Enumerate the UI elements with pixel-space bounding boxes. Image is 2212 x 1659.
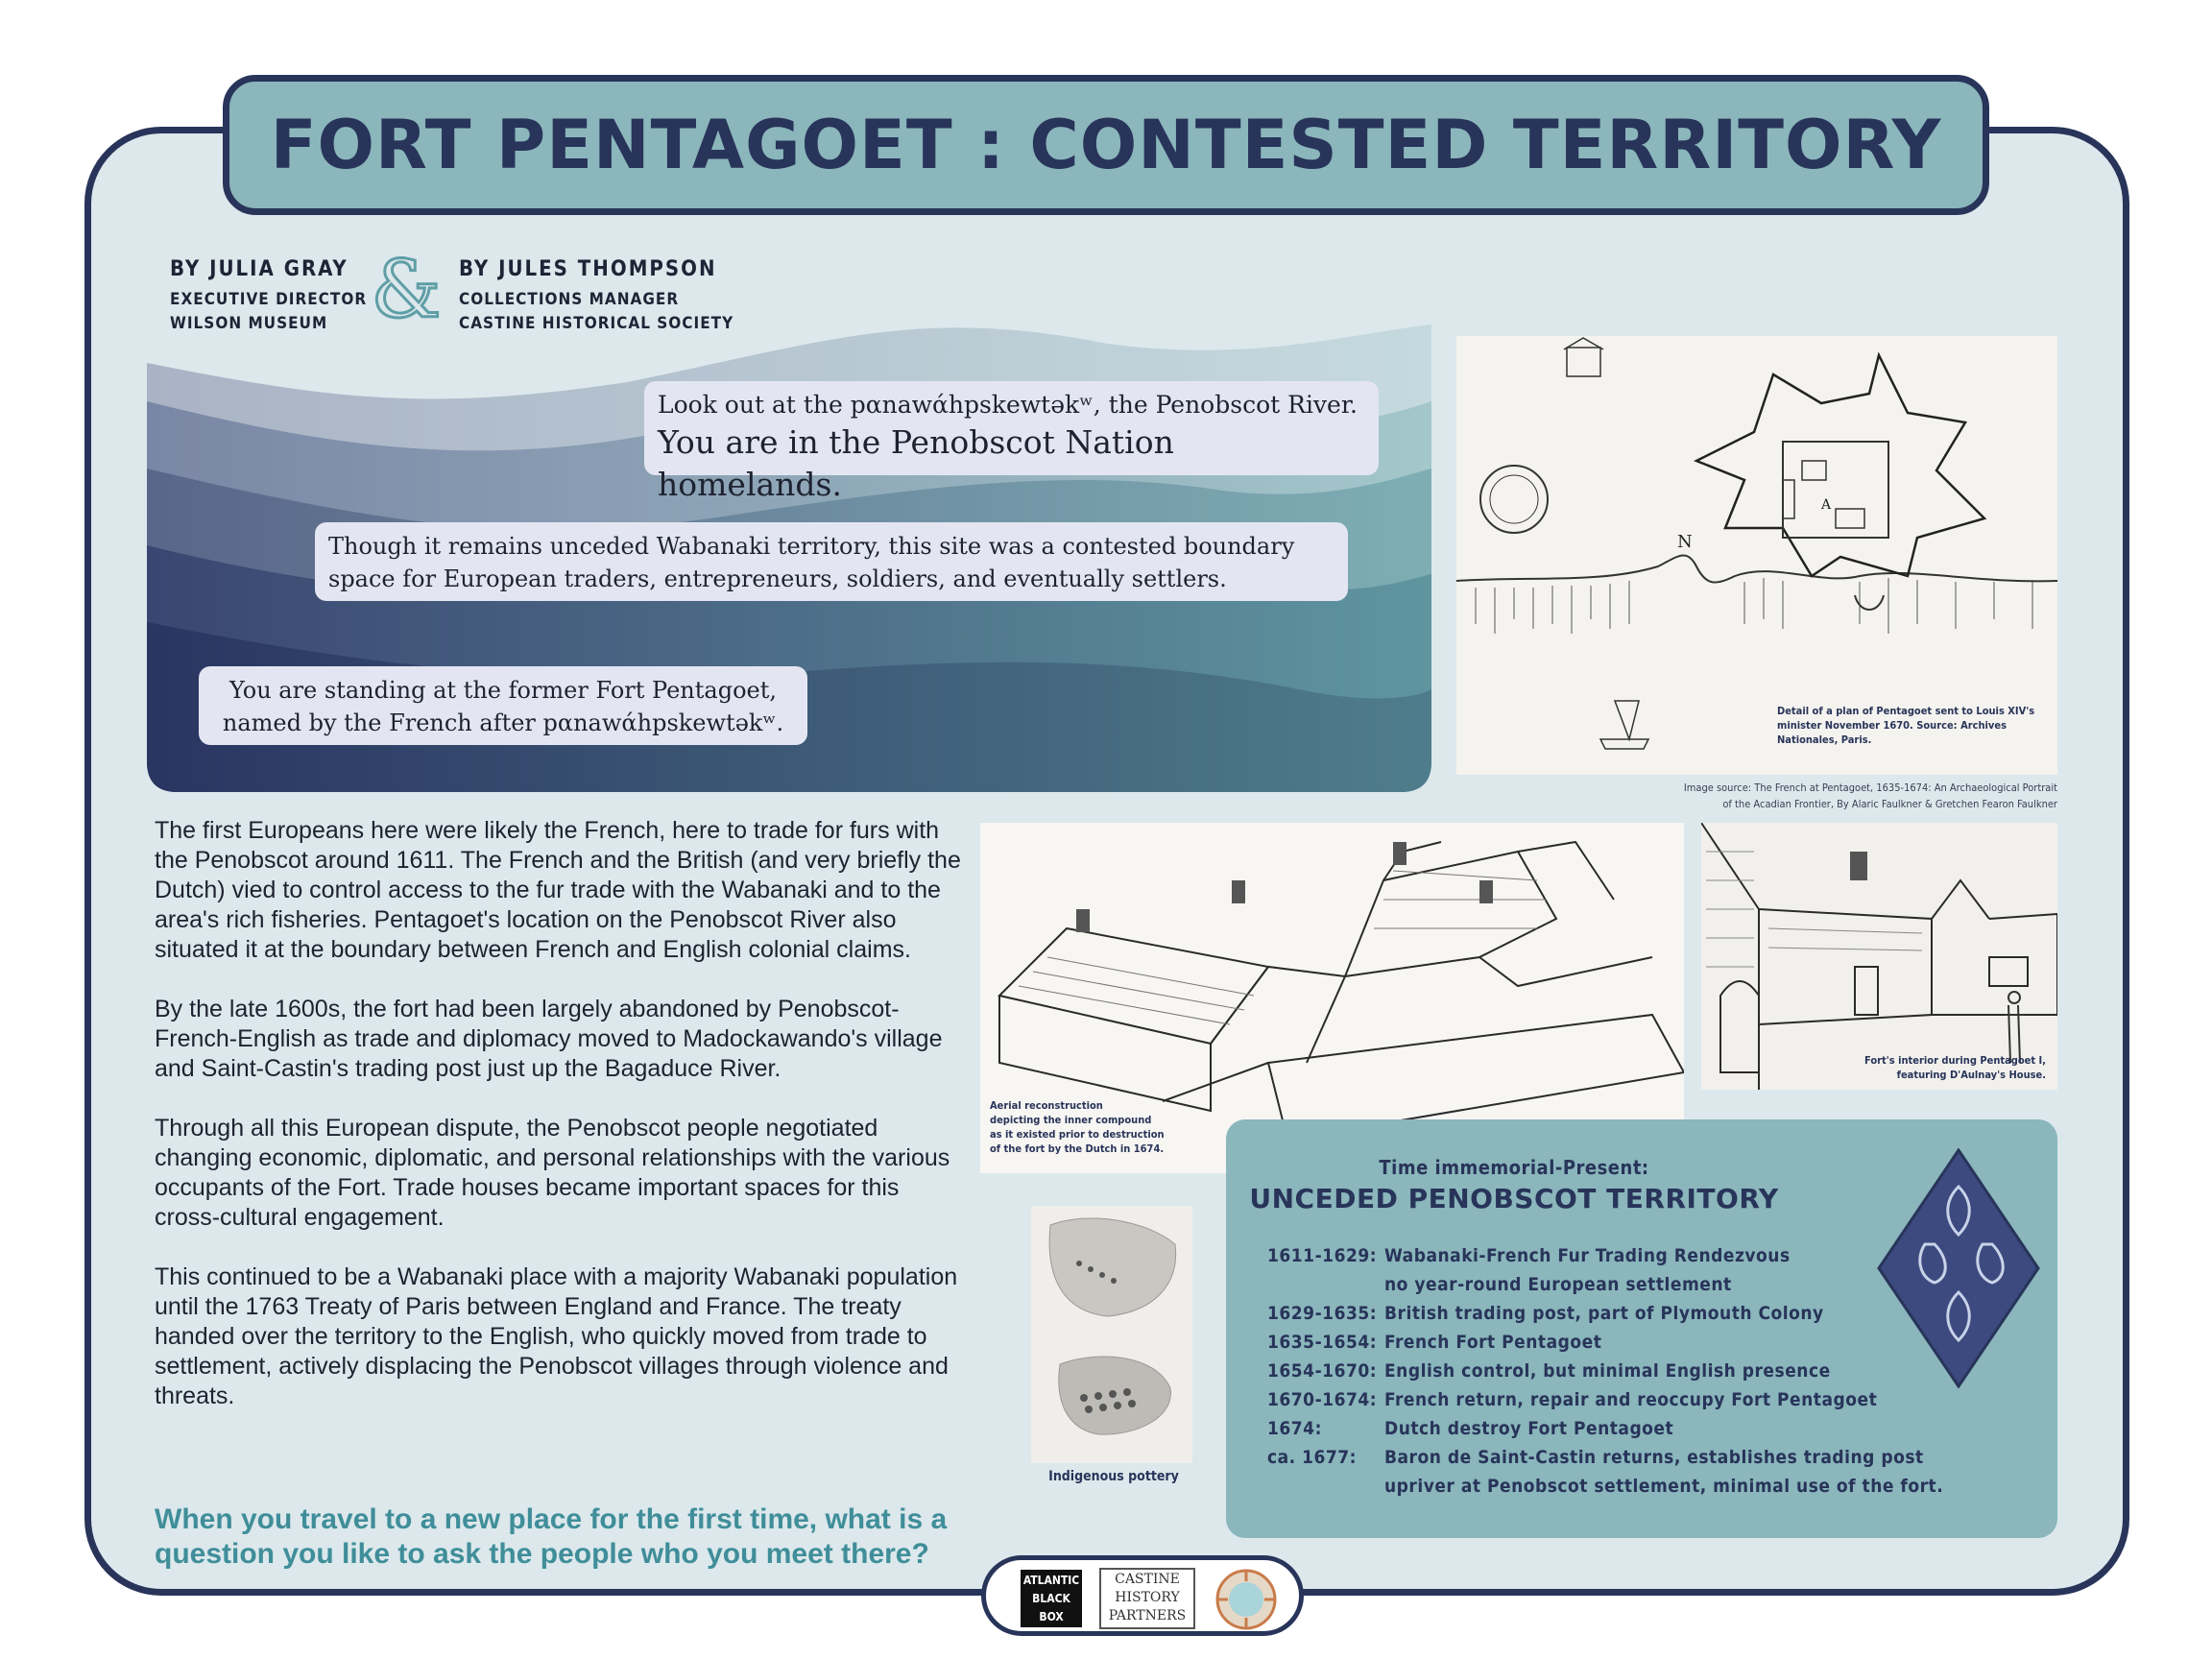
- aerial-caption-line4: of the fort by the Dutch in 1674.: [990, 1142, 1165, 1155]
- body-paragraph-1: The first Europeans here were likely the French, here to trade for furs with the Penobscot around 1611. The French and the British (and very briefly the Dutch) vied to control access to the fur trade with the Wabanaki and to the area's rich fisheries. Pentagoet's location on the Penobscot River also situated it at the boundary between French and English colonial claims.: [155, 817, 961, 963]
- timeline-date: 1635-1654:: [1267, 1332, 1378, 1353]
- pottery-caption: Indigenous pottery: [1048, 1469, 1179, 1484]
- author-name: BY JULIA GRAY: [170, 257, 349, 281]
- fort-plan-image: [1456, 336, 2057, 775]
- author-org: WILSON MUSEUM: [170, 314, 328, 333]
- logo1-line3: BOX: [1039, 1610, 1064, 1623]
- ampersand-icon: &: [371, 245, 442, 336]
- timeline-subtitle: Time immemorial-Present:: [1379, 1156, 1649, 1179]
- aerial-caption-line3: as it existed prior to destruction: [990, 1128, 1165, 1141]
- logo2-line2: HISTORY: [1115, 1590, 1180, 1605]
- fleur-de-lis-icon: [1877, 1148, 2040, 1388]
- map-source: [1456, 780, 2057, 812]
- map-source-line2: of the Acadian Frontier, By Alaric Faulkner & Gretchen Fearon Faulkner: [1722, 798, 2057, 810]
- callout-river: [644, 381, 1379, 503]
- timeline-date: 1670-1674:: [1267, 1389, 1378, 1410]
- timeline-box: [1226, 1119, 2057, 1538]
- callout-unceded-line1: Though it remains unceded Wabanaki territory, this site was a contested boundary: [328, 533, 1295, 560]
- author-julia-gray: [170, 257, 367, 333]
- castine-history-partners-logo: [1099, 1568, 1195, 1629]
- atlantic-black-box-logo: [1021, 1570, 1082, 1627]
- author-role: COLLECTIONS MANAGER: [459, 290, 680, 309]
- interior-drawing: [1701, 823, 2057, 1090]
- timeline-date: 1674:: [1267, 1418, 1322, 1439]
- timeline-event: French return, repair and reoccupy Fort Pentagoet: [1384, 1389, 1878, 1410]
- map-source-line1: Image source: The French at Pentagoet, 1635-1674: An Archaeological Portrait: [1683, 781, 2057, 794]
- logo1-line2: BLACK: [1032, 1592, 1070, 1605]
- timeline-date: 1611-1629:: [1267, 1245, 1378, 1266]
- timeline-date: ca. 1677:: [1267, 1447, 1358, 1468]
- svg-text:N: N: [1677, 532, 1693, 552]
- fort-interior-image: [1701, 823, 2057, 1090]
- aerial-caption-line2: depicting the inner compound: [990, 1114, 1152, 1126]
- timeline-event: Dutch destroy Fort Pentagoet: [1384, 1418, 1674, 1439]
- aerial-caption-line1: Aerial reconstruction: [990, 1099, 1103, 1112]
- logo2-line1: CASTINE: [1115, 1572, 1180, 1587]
- author-role: EXECUTIVE DIRECTOR: [170, 290, 368, 309]
- callout-standing: [199, 666, 807, 745]
- timeline-event: Wabanaki-French Fur Trading Rendezvous: [1384, 1245, 1791, 1266]
- logo1-line1: ATLANTIC: [1022, 1574, 1080, 1587]
- timeline-event: Baron de Saint-Castin returns, establishes trading post: [1384, 1447, 1924, 1468]
- interior-caption-line2: featuring D'Aulnay's House.: [1896, 1069, 2046, 1081]
- logo2-line3: PARTNERS: [1108, 1608, 1187, 1623]
- partner-logos: [981, 1555, 1304, 1636]
- timeline-event: no year-round European settlement: [1384, 1274, 1732, 1295]
- interior-caption-line1: Fort's interior during Pentagoet I,: [1864, 1054, 2046, 1067]
- timeline-date: 1629-1635:: [1267, 1303, 1378, 1324]
- timeline-event: English control, but minimal English presence: [1384, 1360, 1831, 1382]
- reflection-question: When you travel to a new place for the first time, what is a question you like to ask the people who you meet there?: [155, 1503, 948, 1570]
- pottery-image: [1031, 1206, 1192, 1463]
- callout-river-line2: You are in the Penobscot Nation homelands.: [658, 423, 1174, 503]
- callout-river-line1: Look out at the pαnawάhpskewtəkʷ, the Penobscot River.: [658, 391, 1358, 419]
- callout-standing-line2: named by the French after pαnawάhpskewtəkʷ.: [222, 709, 784, 736]
- callout-unceded: [315, 522, 1348, 601]
- body-text: [155, 816, 971, 1441]
- timeline-event: British trading post, part of Plymouth Colony: [1384, 1303, 1824, 1324]
- interior-caption: [1864, 1053, 2046, 1082]
- timeline-event: French Fort Pentagoet: [1384, 1332, 1602, 1353]
- page-title: FORT PENTAGOET : CONTESTED TERRITORY: [270, 106, 1942, 184]
- body-paragraph-3: Through all this European dispute, the Penobscot people negotiated changing economic, diplomatic, and personal relationships with the various occupants of the Fort. Trade houses became important spaces for this cross-cultural engagement.: [155, 1115, 950, 1231]
- callout-standing-line1: You are standing at the former Fort Pentagoet,: [228, 677, 777, 704]
- body-paragraph-2: By the late 1600s, the fort had been largely abandoned by Penobscot-French-English as trade and diplomacy moved to Madockawando's village and Saint-Castin's trading post just up the Bagaduce River.: [155, 996, 943, 1082]
- author-name: BY JULES THOMPSON: [459, 257, 717, 281]
- timeline-date: 1654-1670:: [1267, 1360, 1378, 1382]
- author-org: CASTINE HISTORICAL SOCIETY: [459, 314, 734, 333]
- svg-text:A: A: [1821, 497, 1832, 513]
- timeline-event: upriver at Penobscot settlement, minimal use of the fort.: [1384, 1476, 1944, 1497]
- circular-partner-logo: [1214, 1568, 1278, 1631]
- timeline-heading: UNCEDED PENOBSCOT TERRITORY: [1249, 1183, 1779, 1214]
- callout-unceded-line2: space for European traders, entrepreneurs, soldiers, and eventually settlers.: [328, 565, 1227, 592]
- body-paragraph-4: This continued to be a Wabanaki place with a majority Wabanaki population until the 1763 Treaty of Paris between England and France. The treaty handed over the territory to the English, who quickly moved from trade to settlement, actively displacing the Penobscot villages through violence and threats.: [155, 1263, 958, 1409]
- map-caption: Detail of a plan of Pentagoet sent to Louis XIV's minister November 1670. Source: Archives Nationales, Paris.: [1777, 705, 2035, 746]
- title-banner: [223, 75, 1989, 215]
- author-jules-thompson: [459, 257, 733, 333]
- pottery-drawing: [1031, 1206, 1192, 1463]
- aerial-caption: [990, 1098, 1165, 1156]
